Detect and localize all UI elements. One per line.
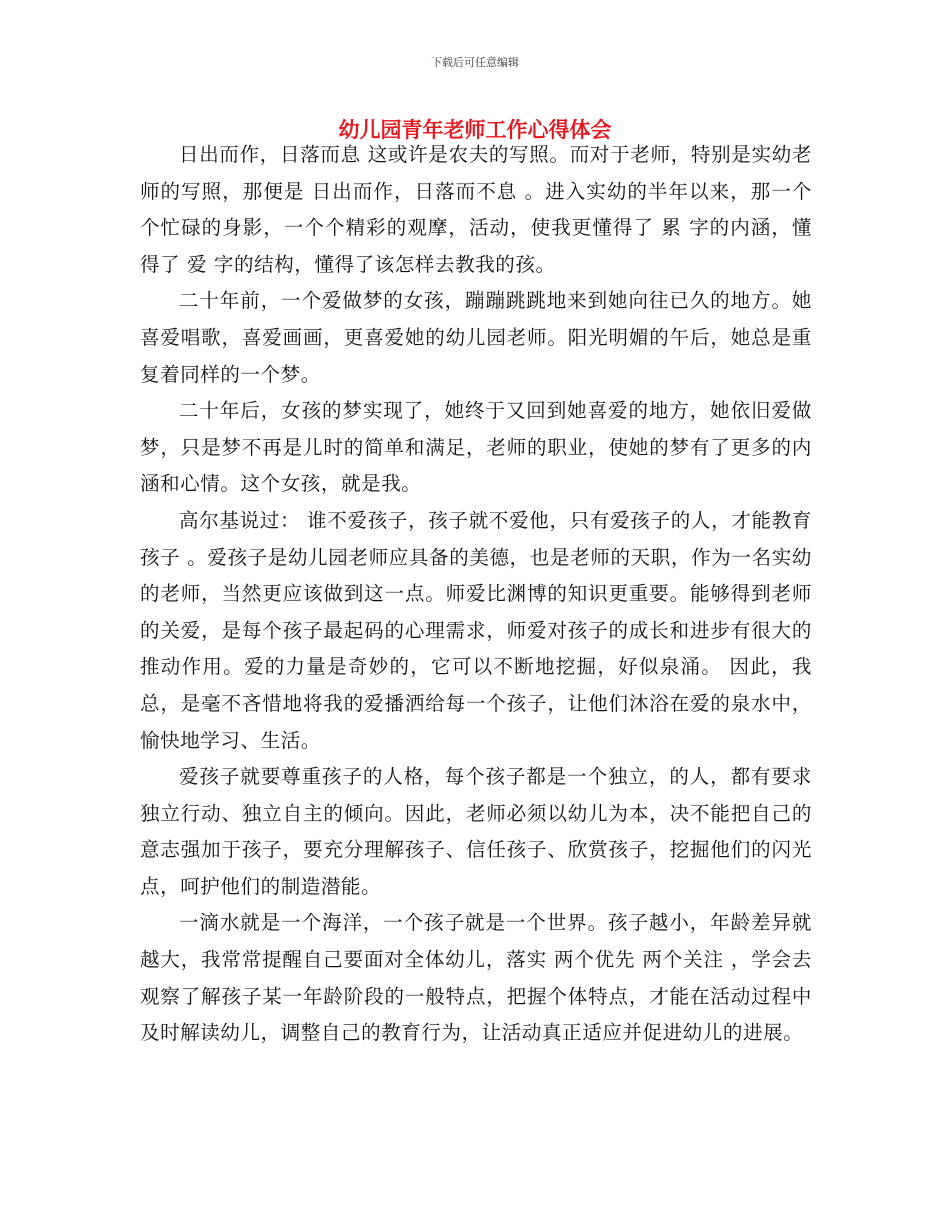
paragraph: 高尔基说过： 谁不爱孩子，孩子就不爱他，只有爱孩子的人，才能教育孩子 。爱孩子是幼儿园老师应具备的美德，也是老师的天职，作为一名实幼的老师，当然更应该做到这一点。师爱比渊博的知识更重要。能够得到老师的关爱，是每个孩子最起码的心理需求，师爱对孩子的成长和进步有很大的推动作用。爱的力量是奇妙的，它可以不断地挖掘，好似泉涌。 因此，我总，是毫不吝惜地将我的爱播洒给每一个孩子，让他们沐浴在爱的泉水中，愉快地学习、生活。 [140,508,812,752]
paragraph: 爱孩子就要尊重孩子的人格，每个孩子都是一个独立，的人，都有要求独立行动、独立自主的倾向。因此，老师必须以幼儿为本，决不能把自己的意志强加于孩子，要充分理解孩子、信任孩子、欣赏孩子，挖掘他们的闪光点，呵护他们的制造潜能。 [140,765,812,898]
header-note: 下载后可任意编辑 [431,56,519,69]
paragraph: 日出而作，日落而息 这或许是农夫的写照。而对于老师，特别是实幼老师的写照，那便是 日出而作，日落而不息 。进入实幼的半年以来，那一个个忙碌的身影，一个个精彩的观摩，活动，使我更懂得了 累 字的内涵，懂得了 爱 字的结构，懂得了该怎样去教我的孩。 [140,143,812,276]
paragraph: 二十年前，一个爱做梦的女孩，蹦蹦跳跳地来到她向往已久的地方。她喜爱唱歌，喜爱画画，更喜爱她的幼儿园老师。阳光明媚的午后，她总是重复着同样的一个梦。 [140,289,812,386]
paragraph: 一滴水就是一个海洋，一个孩子就是一个世界。孩子越小，年龄差异就越大，我常常提醒自己要面对全体幼儿，落实 两个优先 两个关注 ，学会去观察了解孩子某一年龄阶段的一般特点，把握个体特点，才能在活动过程中及时解读幼儿，调整自己的教育行为，让活动真正适应并促进幼儿的进展。 [140,911,812,1045]
document-body [140,137,812,1052]
document-title: 幼儿园青年老师工作心得体会 [338,117,612,142]
paragraph: 二十年后，女孩的梦实现了，她终于又回到她喜爱的地方，她依旧爱做梦，只是梦不再是儿时的简单和满足，老师的职业，使她的梦有了更多的内涵和心情。这个女孩，就是我。 [140,399,812,496]
